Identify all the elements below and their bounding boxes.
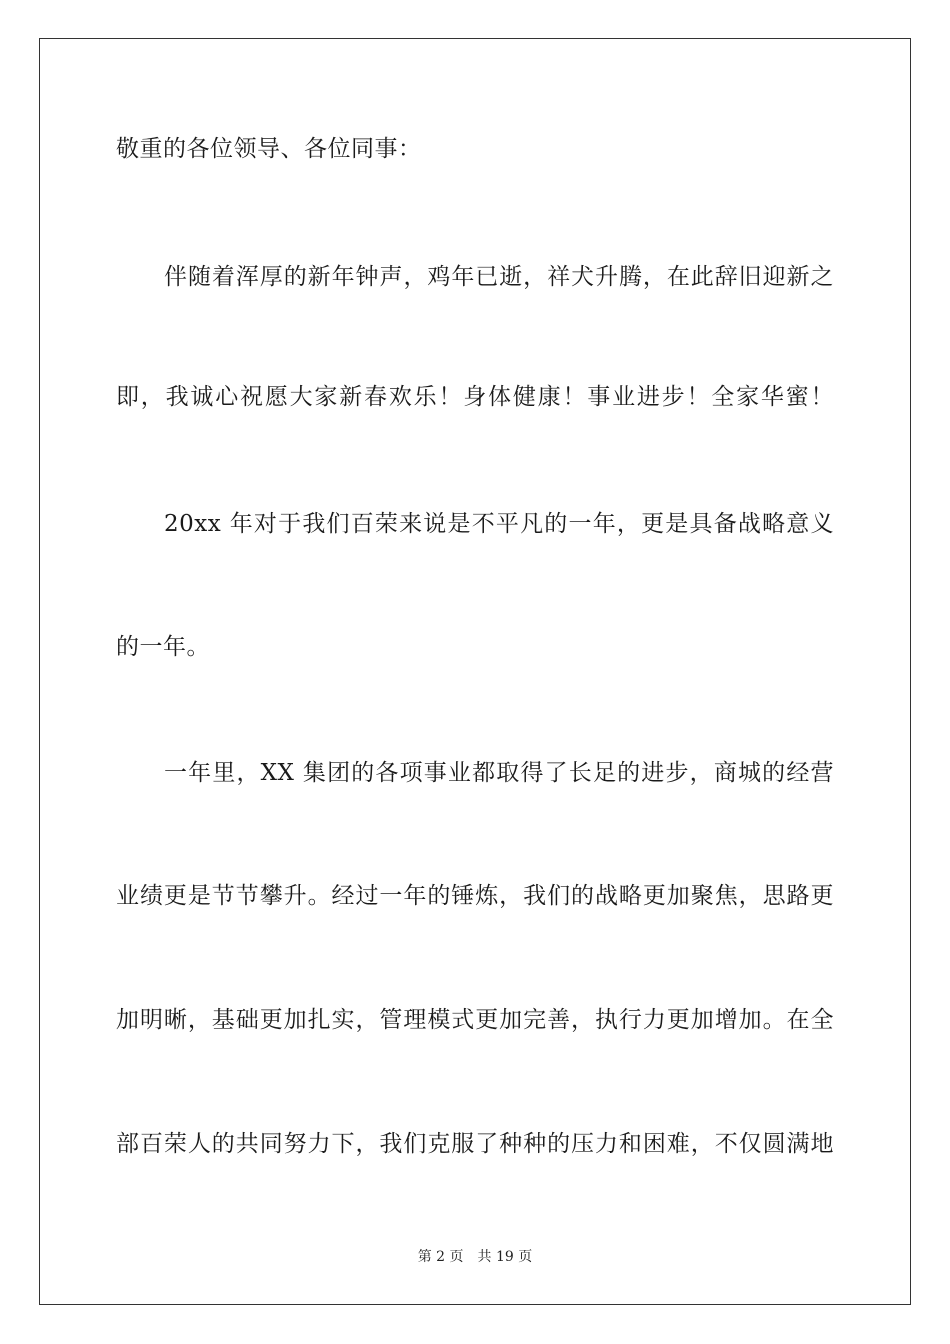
paragraph-2-line-1: 20xx 年对于我们百荣来说是不平凡的一年，更是具备战略意义 bbox=[164, 511, 834, 537]
salutation-line: 敬重的各位领导、各位同事： bbox=[116, 136, 422, 162]
page-number: 第 2 页 bbox=[417, 1249, 464, 1265]
paragraph-3-line-3: 加明晰，基础更加扎实，管理模式更加完善，执行力更加增加。在全 bbox=[116, 1007, 834, 1033]
page-footer bbox=[0, 1248, 950, 1266]
paragraph-3-line-4: 部百荣人的共同努力下，我们克服了种种的压力和困难，不仅圆满地 bbox=[116, 1131, 834, 1157]
paragraph-3-line-1: 一年里，XX 集团的各项事业都取得了长足的进步，商城的经营 bbox=[164, 760, 834, 786]
paragraph-1-line-2: 即，我诚心祝愿大家新春欢乐！身体健康！事业进步！全家华蜜！ bbox=[116, 384, 834, 410]
paragraph-1-line-1: 伴随着浑厚的新年钟声，鸡年已逝，祥犬升腾，在此辞旧迎新之 bbox=[164, 264, 834, 290]
page-border bbox=[39, 38, 911, 1305]
paragraph-3-line-2: 业绩更是节节攀升。经过一年的锤炼，我们的战略更加聚焦，思路更 bbox=[116, 883, 834, 909]
paragraph-2-line-2: 的一年。 bbox=[116, 634, 210, 660]
page-total: 共 19 页 bbox=[477, 1249, 533, 1265]
